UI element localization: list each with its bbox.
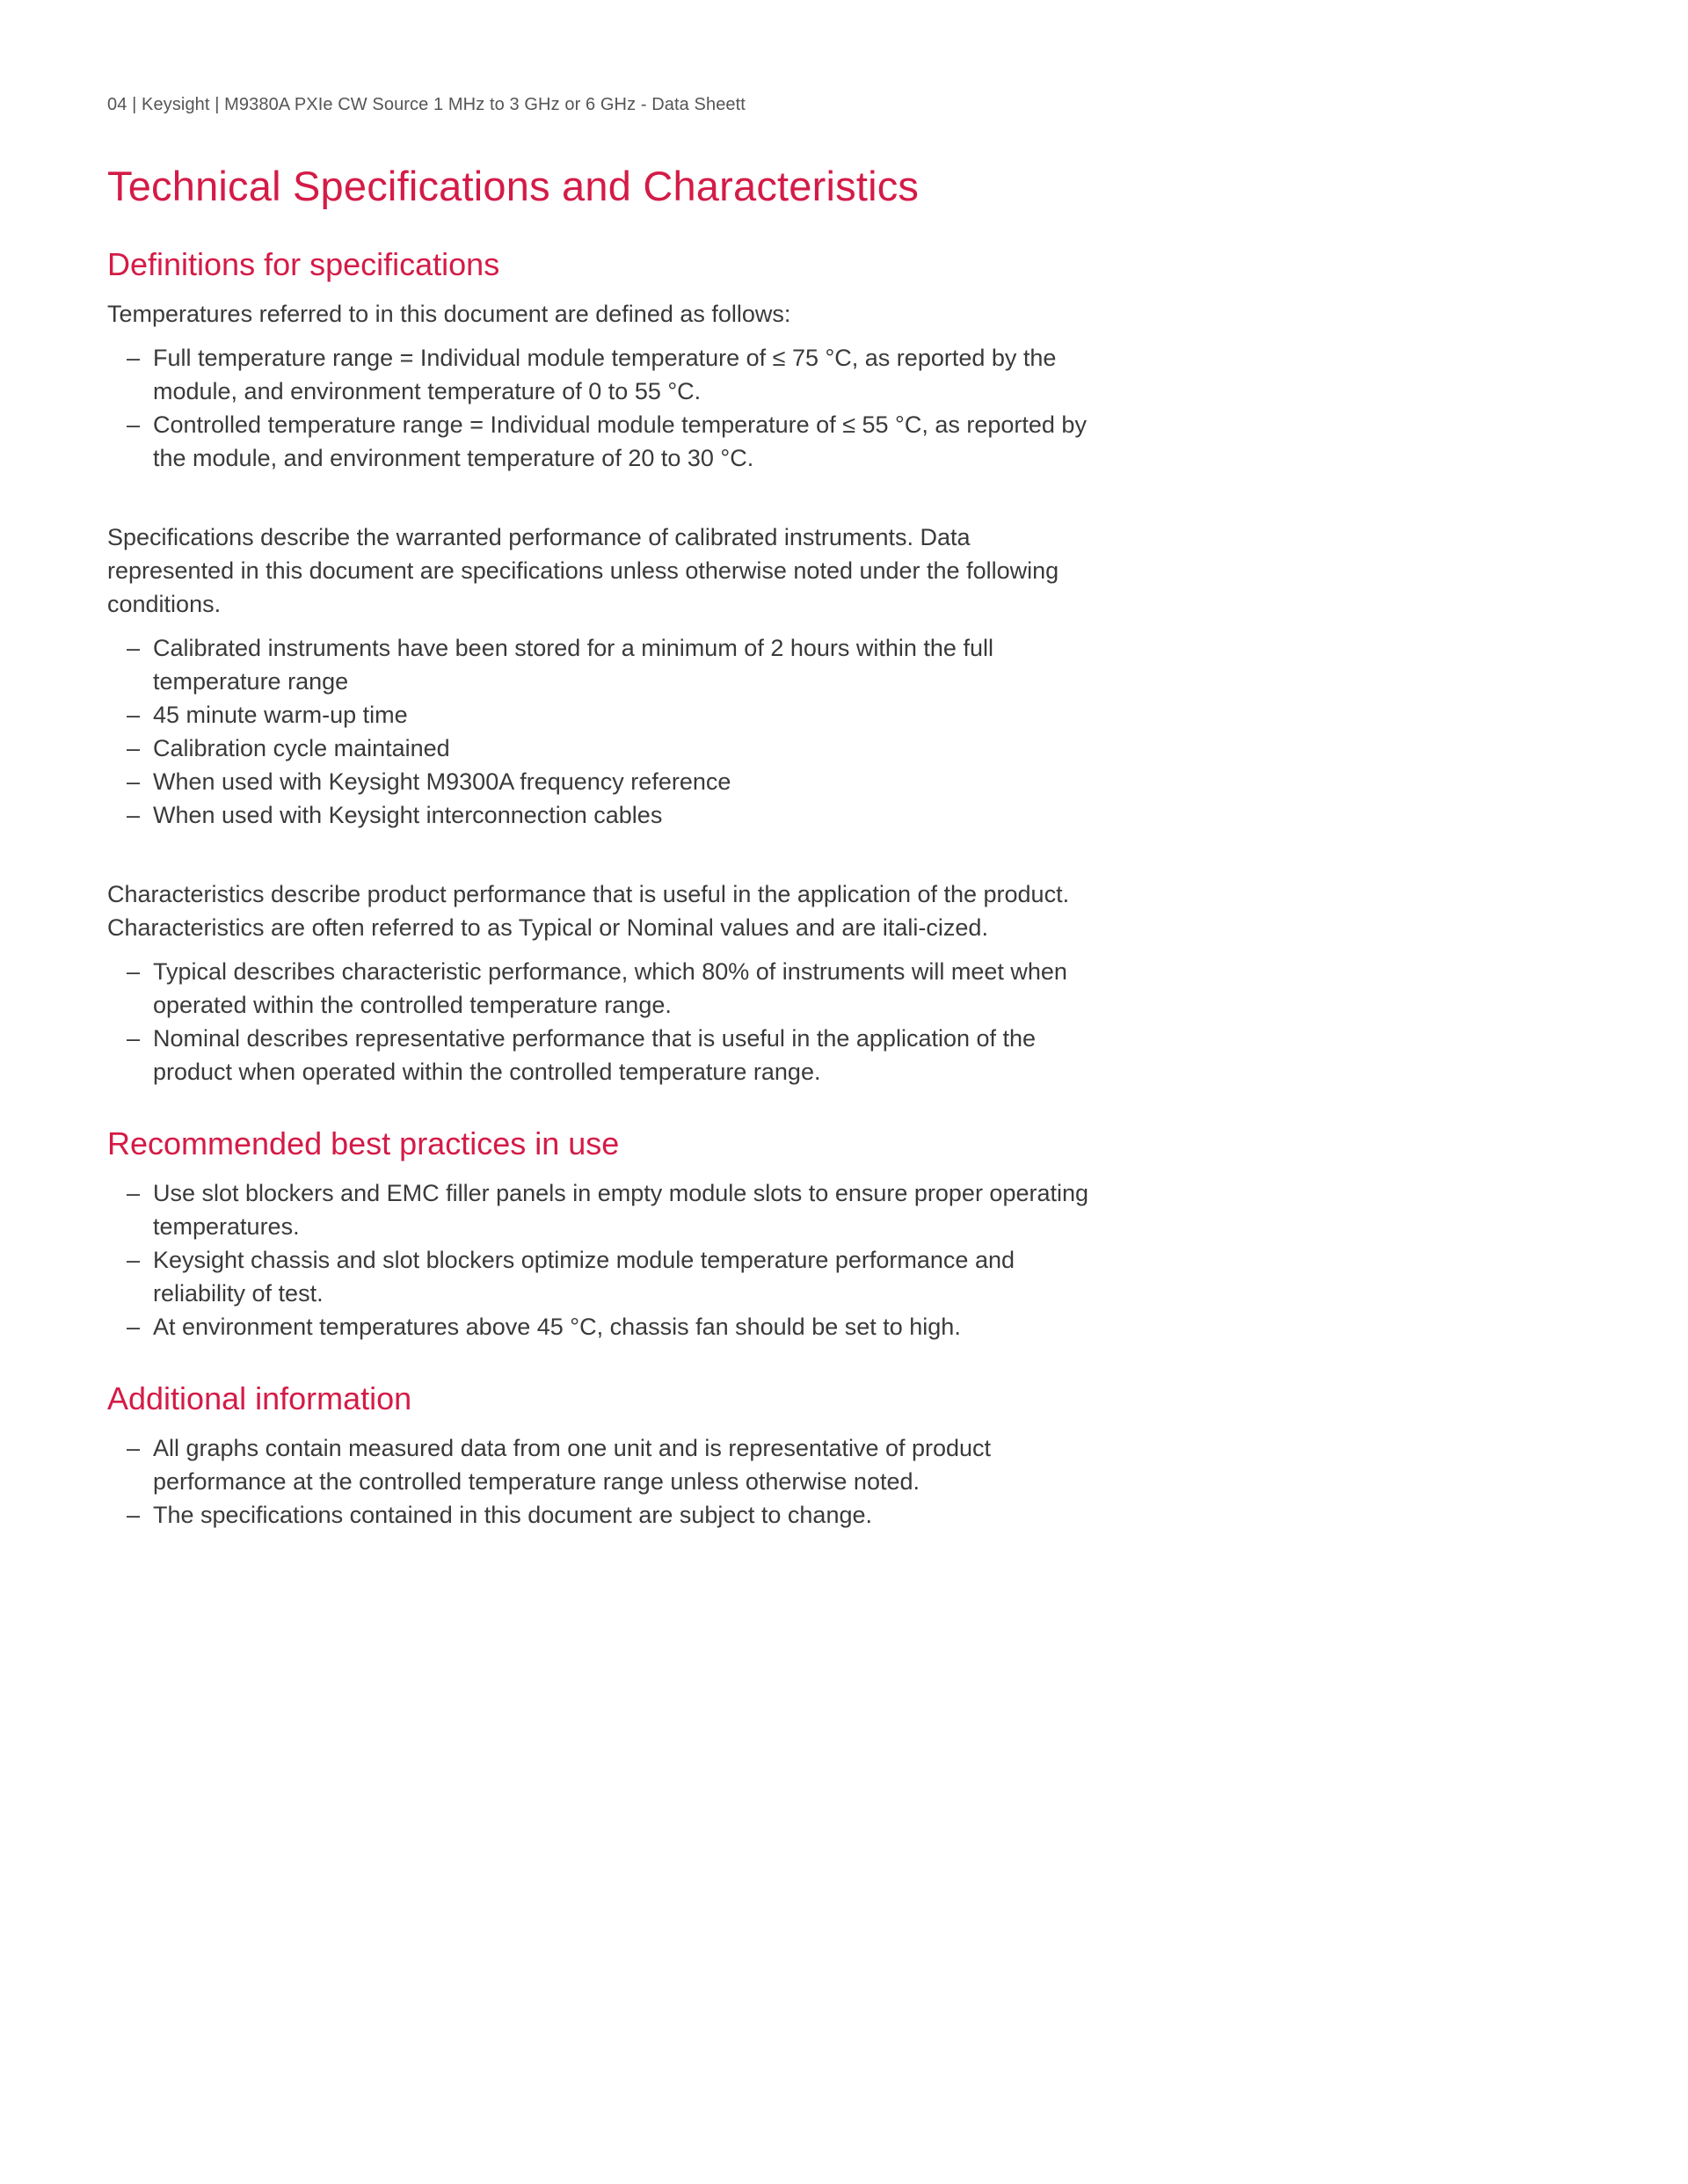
list-item-text: Full temperature range = Individual module temperature of ≤ 75 °C, as reported by the module, and environment temperature of 0 to 55 °C.: [153, 345, 1057, 404]
dash-bullet: –: [127, 802, 141, 828]
list-item-text: 45 minute warm-up time: [153, 702, 408, 728]
best-practices-heading: Recommended best practices in use: [107, 1125, 620, 1161]
characteristics-list: [107, 955, 1092, 1088]
dash-bullet: –: [127, 1502, 141, 1528]
list-item: [107, 1022, 1092, 1088]
list-item-text: Typical describes characteristic performance, which 80% of instruments will meet when operated within the controlled temperature range.: [153, 958, 1067, 1018]
additional-info-heading: Additional information: [107, 1380, 412, 1416]
list-item-text: The specifications contained in this document are subject to change.: [153, 1502, 872, 1528]
list-item: [107, 408, 1092, 475]
list-item: [107, 955, 1092, 1022]
document-title: Technical Specifications and Characteristics: [107, 163, 920, 209]
conditions-list: [107, 631, 1092, 832]
list-item: [107, 698, 1092, 732]
list-item-text: Nominal describes representative performance that is useful in the application of the product when operated within the controlled temperature range.: [153, 1025, 1037, 1085]
additional-info-section: [107, 1379, 1092, 1532]
list-item-text: Controlled temperature range = Individual module temperature of ≤ 55 °C, as reported by the module, and environment temperature of 20 to 30 °C.: [153, 411, 1087, 471]
temperature-definitions-list: [107, 341, 1092, 475]
dash-bullet: –: [127, 1435, 141, 1461]
dash-bullet: –: [127, 411, 141, 438]
list-item-text: Keysight chassis and slot blockers optimize module temperature performance and reliability of test.: [153, 1247, 1015, 1307]
best-practices-section: [107, 1124, 1092, 1343]
list-item-text: When used with Keysight M9300A frequency reference: [153, 768, 731, 795]
dash-bullet: –: [127, 1025, 141, 1052]
additional-info-list: [107, 1431, 1092, 1532]
definitions-heading: Definitions for specifications: [107, 246, 500, 282]
list-item-text: All graphs contain measured data from one unit and is representative of product performance at the controlled temperature range unless otherwise noted.: [153, 1435, 992, 1495]
specifications-paragraph: Specifications describe the warranted performance of calibrated instruments. Data represented in this document are specifications unless otherwise noted under the following conditions.: [107, 524, 1059, 617]
dash-bullet: –: [127, 1247, 141, 1273]
list-item: [107, 798, 1092, 832]
dash-bullet: –: [127, 635, 141, 661]
definitions-section: [107, 244, 1092, 1088]
running-header: 04 | Keysight | M9380A PXIe CW Source 1 MHz to 3 GHz or 6 GHz - Data Sheett: [107, 95, 746, 114]
characteristics-paragraph: Characteristics describe product performance that is useful in the application of the product. Characteristics are often referred to as Typical or Nominal values and are itali-cized.: [107, 881, 1070, 941]
dash-bullet: –: [127, 702, 141, 728]
dash-bullet: –: [127, 345, 141, 371]
list-item: [107, 631, 1092, 698]
list-item-text: Calibrated instruments have been stored for a minimum of 2 hours within the full temperature range: [153, 635, 993, 695]
best-practices-list: [107, 1176, 1092, 1343]
list-item: [107, 765, 1092, 798]
list-item: [107, 341, 1092, 408]
list-item-text: Calibration cycle maintained: [153, 735, 450, 761]
dash-bullet: –: [127, 735, 141, 761]
dash-bullet: –: [127, 1314, 141, 1340]
dash-bullet: –: [127, 958, 141, 985]
list-item-text: At environment temperatures above 45 °C, chassis fan should be set to high.: [153, 1314, 961, 1340]
list-item: [107, 1310, 1092, 1343]
list-item: [107, 1176, 1092, 1243]
list-item-text: When used with Keysight interconnection cables: [153, 802, 663, 828]
list-item: [107, 1243, 1092, 1310]
list-item: [107, 1431, 1092, 1498]
content-body: [107, 244, 1092, 1532]
list-item: [107, 732, 1092, 765]
dash-bullet: –: [127, 768, 141, 795]
list-item: [107, 1498, 1092, 1532]
temperatures-intro: Temperatures referred to in this document are defined as follows:: [107, 301, 791, 327]
list-item-text: Use slot blockers and EMC filler panels in empty module slots to ensure proper operating temperatures.: [153, 1180, 1089, 1240]
dash-bullet: –: [127, 1180, 141, 1206]
